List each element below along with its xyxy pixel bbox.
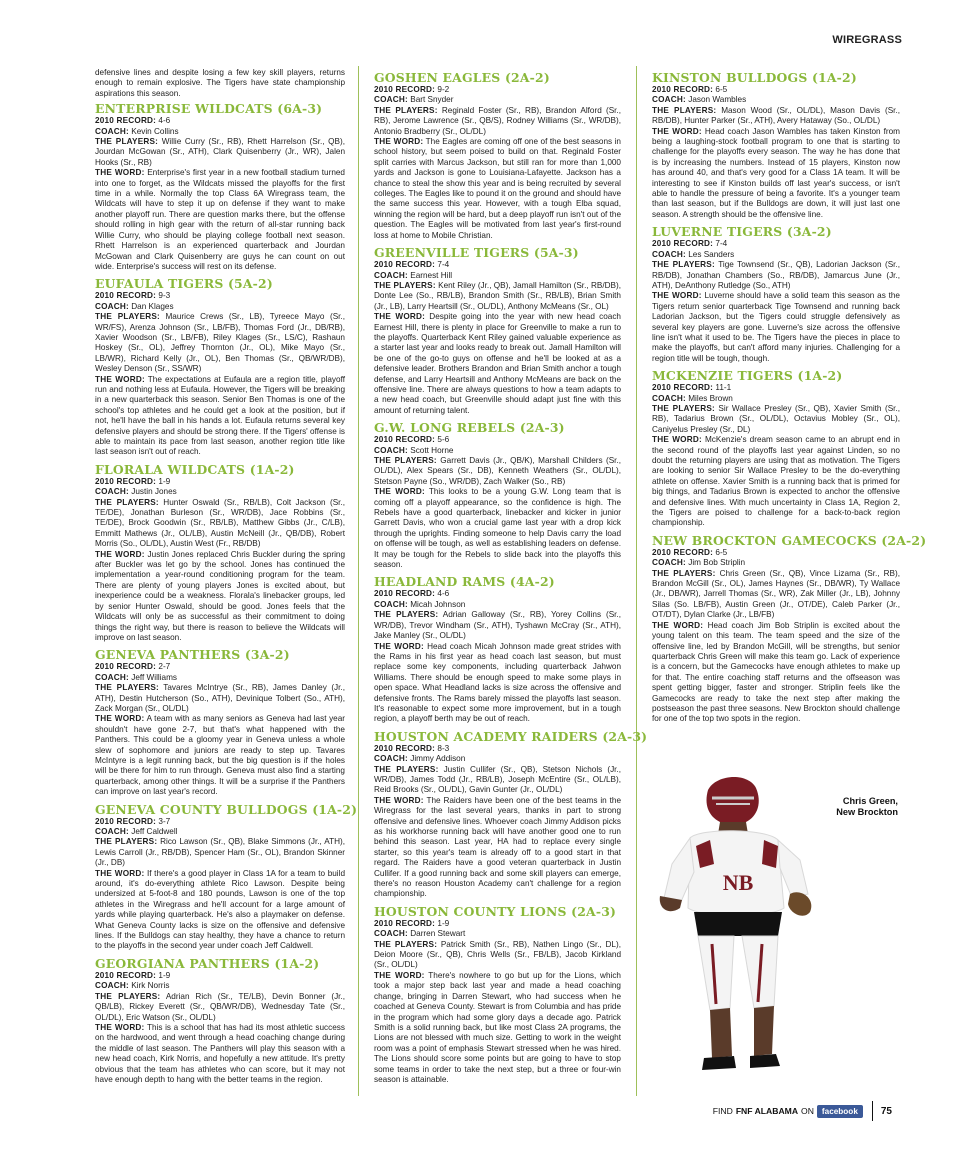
field-value: Jason Wambles <box>688 95 747 105</box>
footer-find: FIND <box>712 1106 733 1116</box>
field-value: Kirk Norris <box>131 981 170 991</box>
field-label: COACH: <box>95 672 129 682</box>
team-heading: LUVERNE TIGERS (3A-2) <box>652 224 832 240</box>
field-label: 2010 RECORD: <box>374 85 436 94</box>
word-paragraph <box>95 550 345 644</box>
field-label: 2010 RECORD: <box>95 970 157 980</box>
field-value: Luverne should have a solid team this season as the Tigers return senior quarterback Tige Townsend and running back Ladorian Jackson, but the Tigers could struggle defensively as several key players are gone. Luverne's size across the offensive line isn't what it used to be. The Tigers have the pieces in place to make the playoffs, but can't afford many injuries. Challenging for a region title will be tough, though. <box>652 291 900 363</box>
field-value: Despite going into the year with new head coach Earnest Hill, there is plenty in place for Greenville to make a run to the playoffs. Quarterback Kent Riley gained valuable experience as a starter last year and looks ready to break out. Jamall Hamilton will be one of the go-to guys on offense and he'll be looked at as a defensive leader. Brothers Brandon and Brian Smith anchor a tough defense, and Larry Heartsill and Anthony McMeans are back on the offensive line. There are always questions to how a team adapts to a new head coach, but Greenville should adapt just fine with this amount of returning talent. <box>374 312 621 415</box>
players-paragraph <box>374 281 621 312</box>
field-value: 11-1 <box>715 383 732 393</box>
team-preview <box>374 904 621 1086</box>
field-value: Head coach Jim Bob Striplin is excited about the young talent on this team. The team speed and the size of the offensive line, led by Brandon McGill, will be strengths, but senior quarterback Chris Green will make this team go. Lack of experience is a concern, but the Gamecocks have enough athletes to make up for that. The entire coaching staff returns and the offseason was spent getting bigger, faster and stronger. Striplin feels like the Gamecocks are ready to take the next step after making the postseason the past three seasons. New Brockton should challenge for one of the top two spots in the region. <box>652 620 900 724</box>
field-label: THE WORD: <box>95 168 145 178</box>
team-heading: GEORGIANA PANTHERS (1A-2) <box>95 955 320 971</box>
field-label: COACH: <box>652 95 686 105</box>
players-paragraph <box>95 683 345 714</box>
record-line <box>95 116 345 126</box>
field-label: THE PLAYERS: <box>95 683 159 693</box>
field-value: Micah Johnson <box>410 599 466 609</box>
word-paragraph <box>374 312 621 416</box>
record-line <box>374 435 621 445</box>
field-label: THE WORD: <box>95 714 145 724</box>
field-value: Jim Bob Striplin <box>688 558 746 568</box>
field-label: COACH: <box>374 445 408 455</box>
field-label: THE PLAYERS: <box>374 939 438 949</box>
caption-line: New Brockton <box>836 807 898 817</box>
team-preview <box>374 70 621 241</box>
field-label: COACH: <box>374 599 408 609</box>
article-column-2 <box>374 68 648 1084</box>
team-preview <box>95 956 345 1085</box>
field-label: COACH: <box>95 301 129 311</box>
players-paragraph <box>95 498 345 550</box>
field-value: 6-5 <box>715 85 728 94</box>
team-heading: HOUSTON COUNTY LIONS (2A-3) <box>374 903 617 919</box>
field-value: McKenzie's dream season came to an abrupt end in the second round of the playoffs last year against Linden, so no doubt the returning players are using that as motivation. The Tigers are looking to senior Sir Wallace Presley to be the do-everything athlete on offense. Xavier Smith is a running back that is primed for big things, and Tadarius Brown is expected to anchor the offensive and defensive lines. With much uncertainty in Class 1A, Region 2, the Tigers are poised to challenge for a back-to-back region championship. <box>652 435 900 528</box>
field-value: 1-9 <box>158 476 171 486</box>
field-label: THE WORD: <box>652 291 702 301</box>
field-value: Reginald Foster (Sr., RB), Brandon Alford (Sr., RB), Jerome Lawrence (Sr., QB/S), Rodney Williams (Sr., WR/DB), Antonio Bradberry (Sr., OL/DL) <box>374 105 621 136</box>
record-line <box>374 919 621 929</box>
field-value: 4-6 <box>158 116 171 126</box>
field-value: Jimmy Addison <box>410 754 466 764</box>
team-heading: GENEVA PANTHERS (3A-2) <box>95 647 290 663</box>
field-value: 8-3 <box>437 743 450 753</box>
field-label: THE PLAYERS: <box>374 105 438 115</box>
field-label: THE PLAYERS: <box>652 260 715 270</box>
field-value: Earnest Hill <box>410 270 453 280</box>
footer-on: ON <box>801 1106 814 1116</box>
field-value: Scott Horne <box>410 445 454 455</box>
record-line <box>95 477 345 487</box>
field-value: 3-7 <box>158 816 171 826</box>
field-label: 2010 RECORD: <box>95 476 157 486</box>
record-line <box>374 744 621 754</box>
team-preview <box>652 532 927 725</box>
team-heading: GENEVA COUNTY BULLDOGS (1A-2) <box>95 801 358 817</box>
field-value: Chris Green (Sr., QB), Vince Lizama (Sr., RB), Brandon McGill (Sr., OL), James Haynes (Sr., DB/WR), Ty Wallace (Jr., DB/WR), Jarrell Thomas (Sr., WR), Zak Miller (Jr., LB), Johnny Silas (So. LB/FB), Austin Green (Jr., OT/DE), Caleb Parker (Jr., OT/DT), Dylan Clarke (Jr., LB/FB) <box>652 568 900 620</box>
record-line <box>652 85 900 95</box>
field-value: Enterprise's first year in a new football stadium turned into one to forget, as the Wildcats missed the playoffs for the first time in a while. Normally the top Class 6A Wiregrass team, the Wildcats will have to step it up on defense if they want to make another playoff run. There are question marks there, but the offense should rolling in high gear with the return of all-star running back Willie Curry, who should be playing college football next season. Rhett Harrelson is an experienced quarterback and Jourdan McGowan and Clark Quisenberry are guys he can count on out wide. Enterprise's success will rest on its defense. <box>95 168 345 271</box>
field-label: THE PLAYERS: <box>95 991 161 1001</box>
field-label: COACH: <box>95 126 129 136</box>
team-heading: GREENVILLE TIGERS (5A-3) <box>374 245 579 261</box>
field-label: THE PLAYERS: <box>95 137 159 147</box>
field-label: THE WORD: <box>95 374 145 384</box>
field-label: 2010 RECORD: <box>652 239 714 249</box>
field-value: Bart Snyder <box>410 95 454 105</box>
field-value: The Raiders have been one of the best teams in the Wiregrass for the last several years, thanks in part to strong offensive and defensive lines. Whoever coach Jimmy Addison picks as his workhorse running back will have another good one to run behind this season. Last year, HA had to replace every single starter, so this year's team is already off to a good start in that regard. The Raiders have a good veteran quarterback in Justin Cullifer. If a good running back and some skill players can emerge, there's no reason Houston Academy can't challenge for a region championship. <box>374 795 621 899</box>
footer-divider <box>872 1101 873 1121</box>
field-label: THE WORD: <box>652 126 702 136</box>
players-paragraph <box>374 610 621 641</box>
players-paragraph <box>95 837 345 868</box>
coach-line <box>95 981 345 991</box>
field-value: Adrian Rich (Sr., TE/LB), Devin Bonner (Jr., QB/LB), Rickey Everett (Sr., QB/WR/DB), Wednesday Tate (Sr., OL/DL), Eric Watson (Sr., OL/DL) <box>95 991 345 1022</box>
field-label: COACH: <box>95 827 129 836</box>
team-heading: NEW BROCKTON GAMECOCKS (2A-2) <box>652 532 927 548</box>
record-line <box>95 662 345 672</box>
field-label: COACH: <box>374 270 408 280</box>
field-value: Patrick Smith (Sr., RB), Nathen Lingo (Sr., DL), Deion Moore (Sr., QB), Chris Wells (Sr., FB/LB), Jacob Kirkland (Sr., OL/DL) <box>374 939 621 970</box>
field-label: THE PLAYERS: <box>652 568 716 578</box>
team-heading: FLORALA WILDCATS (1A-2) <box>95 461 295 477</box>
team-preview <box>374 728 648 900</box>
team-preview <box>374 245 621 416</box>
field-label: COACH: <box>374 929 408 939</box>
field-value: 4-6 <box>437 589 450 599</box>
field-label: THE PLAYERS: <box>95 837 158 847</box>
field-label: THE WORD: <box>95 868 145 878</box>
field-value: Tavares McIntrye (Sr., RB), James Danley (Jr., ATH), Destin Hutcherson (So., ATH), Devinique Tolbert (So., ATH), Zack Morgan (Sr., OL/DL) <box>95 683 345 713</box>
field-value: 5-6 <box>437 435 450 445</box>
field-label: 2010 RECORD: <box>95 816 157 826</box>
field-label: THE WORD: <box>374 312 426 322</box>
team-heading: EUFAULA TIGERS (5A-2) <box>95 276 273 292</box>
article-column-3 <box>652 68 927 724</box>
coach-line <box>652 95 900 105</box>
word-paragraph <box>652 127 900 221</box>
word-paragraph <box>374 642 621 725</box>
field-label: THE WORD: <box>652 435 702 445</box>
record-line <box>374 85 621 95</box>
field-value: Tige Townsend (Sr., QB), Ladorian Jackson (Sr., RB/DB), Jonathan Chambers (So., RB/DB), Jamarcus June (Jr., ATH), DeAnthony Rutledge (So., ATH) <box>652 260 900 290</box>
field-label: THE PLAYERS: <box>95 312 160 322</box>
field-label: THE WORD: <box>95 549 145 559</box>
team-heading: GOSHEN EAGLES (2A-2) <box>374 70 550 85</box>
coach-line <box>374 446 621 456</box>
field-label: COACH: <box>652 393 686 403</box>
field-label: THE PLAYERS: <box>652 403 715 413</box>
field-value: Sir Wallace Presley (Sr., QB), Xavier Smith (Sr., RB), Tadarius Brown (Sr., OL/DL), Octavius Mobley (Sr., OL), Caniyelus Presley (Sr., DL) <box>652 403 900 434</box>
svg-text:NB: NB <box>722 870 754 895</box>
field-value: Darren Stewart <box>410 929 466 939</box>
team-preview <box>652 368 900 529</box>
word-paragraph <box>374 487 621 570</box>
field-label: COACH: <box>374 754 408 764</box>
photo-caption <box>820 796 898 818</box>
field-label: COACH: <box>95 981 129 991</box>
word-paragraph <box>652 435 900 529</box>
field-label: THE WORD: <box>652 620 704 630</box>
page-footer <box>713 1101 892 1121</box>
field-label: THE WORD: <box>374 641 424 651</box>
field-label: THE WORD: <box>374 970 425 980</box>
team-heading: MCKENZIE TIGERS (1A-2) <box>652 368 843 384</box>
field-value: Mason Wood (Sr., OL/DL), Mason Davis (Sr., RB/DB), Hunter Parker (Sr., ATH), Avery Hataway (So., OL/DL) <box>652 105 900 126</box>
team-heading: HOUSTON ACADEMY RAIDERS (2A-3) <box>374 728 648 744</box>
field-value: Jeff Williams <box>131 672 178 682</box>
players-paragraph <box>374 940 621 971</box>
player-photo <box>650 768 826 1076</box>
article-column-1 <box>95 68 358 1084</box>
field-label: COACH: <box>652 249 686 259</box>
field-value: 9-2 <box>437 85 450 94</box>
page-number: 75 <box>880 1105 892 1117</box>
players-paragraph <box>652 106 900 127</box>
field-value: If there's a good player in Class 1A for a team to build around, it's do-everything athlete Rico Lawson. Despite being undersized at 5-foot-8 and 180 pounds, Lawson is one of the top athletes in the Wiregrass and he'll account for a large amount of yards while playing quarterback. He's also a playmaker on defense. What Geneva County lacks is size on the offensive and defensive lines. If the Bulldogs can stay healthy, they have a chance to return to the playoffs in the second year under coach Jeff Caldwell. <box>95 868 345 951</box>
word-paragraph <box>374 971 621 1085</box>
coach-line <box>95 487 345 497</box>
field-label: 2010 RECORD: <box>95 116 157 126</box>
coach-line <box>374 271 621 281</box>
field-value: Willie Curry (Sr., RB), Rhett Harrelson (Sr., QB), Jourdan McGowan (Sr., ATH), Clark Quisenberry (Jr., WR), Jalen Hooks (Sr., RB) <box>95 137 345 167</box>
facebook-logo-icon: facebook <box>817 1105 863 1118</box>
running-head: WIREGRASS <box>832 34 902 46</box>
coach-line <box>652 558 900 568</box>
word-paragraph <box>95 714 345 797</box>
field-value: There's nowhere to go but up for the Lions, which took a major step back last year and made a head coaching change, bringing in Darren Stewart, who had success when he coached at Geneva County. Stewart is from Columbia and has pride in the program which had some glory days a decade ago. Patrick Smith is a solid running back, but like most Class 2A programs, the Lions are not blessed with much size. Getting to work in the weight room was a point of emphasis Stewart stressed when he was hired. The Lions should score some points but are going to have to stop some teams in order to take the next step, but a three or four-win season is attainable. <box>374 970 621 1084</box>
team-preview <box>95 462 345 644</box>
team-preview <box>652 224 900 364</box>
coach-line <box>374 600 621 610</box>
field-label: 2010 RECORD: <box>374 918 436 928</box>
field-label: 2010 RECORD: <box>374 589 436 599</box>
field-label: COACH: <box>374 95 408 105</box>
word-paragraph <box>652 291 900 364</box>
team-heading: ENTERPRISE WILDCATS (6A-3) <box>95 101 323 117</box>
team-heading: KINSTON BULLDOGS (1A-2) <box>652 70 857 85</box>
word-paragraph <box>95 375 345 458</box>
field-label: THE WORD: <box>374 487 425 497</box>
field-value: Justin Jones replaced Chris Buckler during the spring after Buckler was let go by the school. Jones has continued the implementation a year-round conditioning program for the team. There are plenty of young players Jones is excited about, but inexperience could be a weakness. Florala's linebacker groups, led by senior Hunter Oswald, should be good. Jones feels that the Wildcats will only be as successful as their commitment to doing things the right way, but there is reason to believe the Wildcats will improve on last season. <box>95 549 345 642</box>
coach-line <box>95 127 345 137</box>
field-value: Garrett Davis (Jr., QB/K), Marshall Childers (Sr., OL/DL), Alex Spears (Sr., DB), Kenneth Weathers (Sr., OL/DL), Stetson Payne (So., WR/DB), Zach Walker (So., RB) <box>374 456 622 486</box>
team-preview <box>95 801 358 952</box>
field-value: Justin Jones <box>131 487 177 497</box>
field-value: A team with as many seniors as Geneva had last year shouldn't have gone 2-7, but that's what happened with the Panthers. This could be a gloomy year in Geneva unless a whole slew of sophomore and juniors are ready to step up. Tavares McIntyre is a legit running back, but the big question is if the holes will be there for him to run through. Geneva must also find a starting quarterback, among other things. It will be a surprise if the Panthers can improve on last year's record. <box>95 714 346 797</box>
field-value: Rico Lawson (Sr., QB), Blake Simmons (Jr., ATH), Lewis Carroll (Jr., RB/DB), Spencer Ham (Sr., OL), Brandon Skinner (Jr., DB) <box>95 837 345 868</box>
players-paragraph <box>652 569 900 621</box>
field-label: 2010 RECORD: <box>652 383 714 393</box>
field-value: 9-3 <box>158 291 171 301</box>
column-divider <box>358 66 359 1096</box>
field-label: THE PLAYERS: <box>652 105 717 115</box>
field-value: Adrian Galloway (Sr., RB), Yorey Collins (Sr., WR/DB), Trevor Windham (Sr., ATH), Tyshawn McCray (Sr., ATH), Jake Manley (Sr., OL/DL) <box>374 610 621 641</box>
coach-line <box>95 827 345 837</box>
word-paragraph <box>95 869 345 952</box>
players-paragraph <box>374 106 621 137</box>
field-value: Les Sanders <box>688 249 735 259</box>
field-label: THE PLAYERS: <box>95 497 159 507</box>
field-value: 1-9 <box>437 918 450 928</box>
word-paragraph <box>95 1023 345 1085</box>
record-line <box>95 817 345 827</box>
field-value: 2-7 <box>158 662 171 672</box>
footer-brand: FNF ALABAMA <box>735 1106 799 1116</box>
coach-line <box>95 673 345 683</box>
word-paragraph <box>652 621 900 725</box>
coach-line <box>95 302 345 312</box>
field-label: 2010 RECORD: <box>374 743 436 753</box>
record-line <box>652 548 900 558</box>
field-label: THE WORD: <box>374 137 424 147</box>
team-preview <box>95 101 345 272</box>
record-line <box>374 589 621 599</box>
record-line <box>95 971 345 981</box>
word-paragraph <box>95 168 345 272</box>
team-preview <box>374 420 621 570</box>
players-paragraph <box>95 992 345 1023</box>
field-label: THE WORD: <box>374 795 424 805</box>
field-label: 2010 RECORD: <box>95 662 157 672</box>
field-label: COACH: <box>652 558 686 568</box>
field-label: 2010 RECORD: <box>374 435 436 445</box>
coach-line <box>652 250 900 260</box>
field-value: Jeff Caldwell <box>131 827 178 836</box>
field-label: THE WORD: <box>95 1022 145 1032</box>
team-heading: HEADLAND RAMS (4A-2) <box>374 574 555 590</box>
team-preview <box>95 276 345 458</box>
field-value: Kevin Collins <box>131 126 179 136</box>
field-value: The Eagles are coming off one of the best seasons in school history, but seem poised to build on that. Reginald Foster split carries with Marcus Jackson, but still ran for more than 1,000 yards and Jackson is gone to Louisiana-Lafayette. Jackson has a chance to steal the show this year and is being recruited by several colleges. The Eagles like to pound it on the ground and should have the same success this year. However, with a tough Elba squad, winning the region will be hard, but a deep playoff run isn't out of the question. The Eagles will be motivated from last year's first-round loss at home to Mobile Christian. <box>374 137 621 240</box>
field-value: 7-4 <box>715 239 728 249</box>
column-divider <box>636 66 637 1096</box>
field-label: THE PLAYERS: <box>374 764 439 774</box>
coach-line <box>374 929 621 939</box>
players-paragraph <box>95 312 345 374</box>
field-value: This is a school that has had its most athletic success on the hardwood, and went through a head coaching change during the middle of last season. The Panthers will play this season with a new head coach, Kirk Norris, and hopefully a new attitude. It's pretty obvious that the team has athletes who can score, but it may not have enough depth to hang with the better teams in the region. <box>95 1022 345 1084</box>
field-value: Head coach Jason Wambles has taken Kinston from being a laughing-stock football program to one that is starting to challenge for the playoffs every season. The way he has done that is by increasing the numbers. Instead of 15 players, Kinston now has around 40, and that's very good for a Class 1A team. It will be interesting to see if Kinston builds off last year's success, or isn't able to handle the pressure of being a favorite. It's a younger team than last season, but if the Bulldogs are down, it will just last one season. A strength should be the offensive line. <box>652 126 900 219</box>
record-line <box>652 383 900 393</box>
team-preview <box>374 574 621 724</box>
field-label: COACH: <box>95 487 129 497</box>
field-label: 2010 RECORD: <box>95 291 157 301</box>
team-preview <box>95 647 345 797</box>
field-value: 7-4 <box>437 260 450 270</box>
intro-paragraph: defensive lines and despite losing a few key skill players, returns enough to remain explosive. The Tigers have state championship aspirations this season. <box>95 68 345 98</box>
record-line <box>652 239 900 249</box>
players-paragraph <box>374 456 621 487</box>
field-value: Kent Riley (Jr., QB), Jamall Hamilton (Sr., RB/DB), Donte Lee (So., RB/LB), Brandon Smith (Sr., RB/LB), Brian Smith (Jr., LB), Larry Heartsill (Sr., OL/DL), Anthony McMeans (Sr., OL) <box>374 280 621 311</box>
record-line <box>95 291 345 301</box>
field-label: 2010 RECORD: <box>652 85 714 94</box>
field-value: Dan Klages <box>131 301 174 311</box>
field-value: 1-9 <box>158 970 171 980</box>
team-preview <box>652 70 900 220</box>
field-value: Head coach Micah Johnson made great strides with the Rams in his first year as head coach last season, but must replace some key components, including quarterback Jahwon Williams. There should be enough speed to make some plays in open space. What Headland lacks is size across the offensive and defensive fronts. The Rams barely missed the playoffs last season. It's reasonable to expect some more improvement, but in a tough region, a playoff berth may be out of reach. <box>374 641 621 724</box>
record-line <box>374 260 621 270</box>
field-value: Miles Brown <box>688 393 733 403</box>
field-label: THE PLAYERS: <box>374 280 436 290</box>
players-paragraph <box>374 765 621 796</box>
field-value: 6-5 <box>715 547 728 557</box>
field-value: Maurice Crews (Sr., LB), Tyreece Mayo (Sr., WR/FS), Arenza Johnson (Sr., LB/FB), Thomas Ford (Jr., DB/RB), Xavier Woodson (Sr., LB/FB), Riley Klages (Sr., LS/C), Rashaun Hoskey (Sr., OL), Jeffrey Thornton (Jr., OL), Mike Mayo (Sr., LB/WR), Richard Kelly (Jr., OL), Ben Thomas (Sr., QB/WR/DB), Wesley Denson (Sr., SS/WR) <box>95 312 345 374</box>
players-paragraph <box>95 137 345 168</box>
caption-line: Chris Green, <box>842 796 898 806</box>
field-label: THE PLAYERS: <box>374 610 439 620</box>
field-value: Justin Cullifer (Sr., QB), Stetson Nichols (Jr., WR/DB), James Todd (Jr., RB/LB), Joseph McEntire (Sr., OL/LB), Reid Brooks (Sr., OL/DL), Gavin Gunter (Jr., OL/DL) <box>374 764 621 795</box>
coach-line <box>374 754 621 764</box>
players-paragraph <box>652 260 900 291</box>
field-value: The expectations at Eufaula are a region title, playoff run and nothing less at Eufaula. However, the Tigers will be breaking in a new quarterback this season. Senior Ben Thomas is one of the school's top athletes and he could get a look at the position, but if not, he'll have the ball in his hands a lot. Eufaula returns several key defensive players and should be strong there. If the Tigers' offense is able to maintain its pace from last season, another region title like last season isn't out of reach. <box>95 374 345 457</box>
field-label: THE PLAYERS: <box>374 456 437 465</box>
field-label: 2010 RECORD: <box>374 260 436 270</box>
word-paragraph <box>374 796 621 900</box>
coach-line <box>652 394 900 404</box>
field-value: This looks to be a young G.W. Long team that is coming off a playoff appearance, so the confidence is high. The Rebels have a good quarterback, linebacker and kicker in junior Garrett Davis, who won a crucial game last year with a drop kick through the uprights. Finding someone to help Davis carry the load on offense will be tough, as well as establishing leaders on defense. It may be tough for the Rebels to slide back into the playoffs this season. <box>374 487 621 570</box>
field-label: 2010 RECORD: <box>652 547 714 557</box>
players-paragraph <box>652 404 900 435</box>
coach-line <box>374 95 621 105</box>
field-value: Hunter Oswald (Sr., RB/LB), Colt Jackson (Sr., TE/DE), Jonathan Burleson (Sr., WR/DB), Jace Robbins (Sr., TE/DE), Brock Goodwin (Sr., RB/LB), Matthew Gibbs (Jr., C/LB), Emmitt Mathews (Jr., OL/LB), Austin McNeill (Jr., QB/DB), Robert Morris (So., OL/DL), Austin West (Fr., RB/DB) <box>95 497 346 549</box>
word-paragraph <box>374 137 621 241</box>
team-heading: G.W. LONG REBELS (2A-3) <box>374 420 565 436</box>
